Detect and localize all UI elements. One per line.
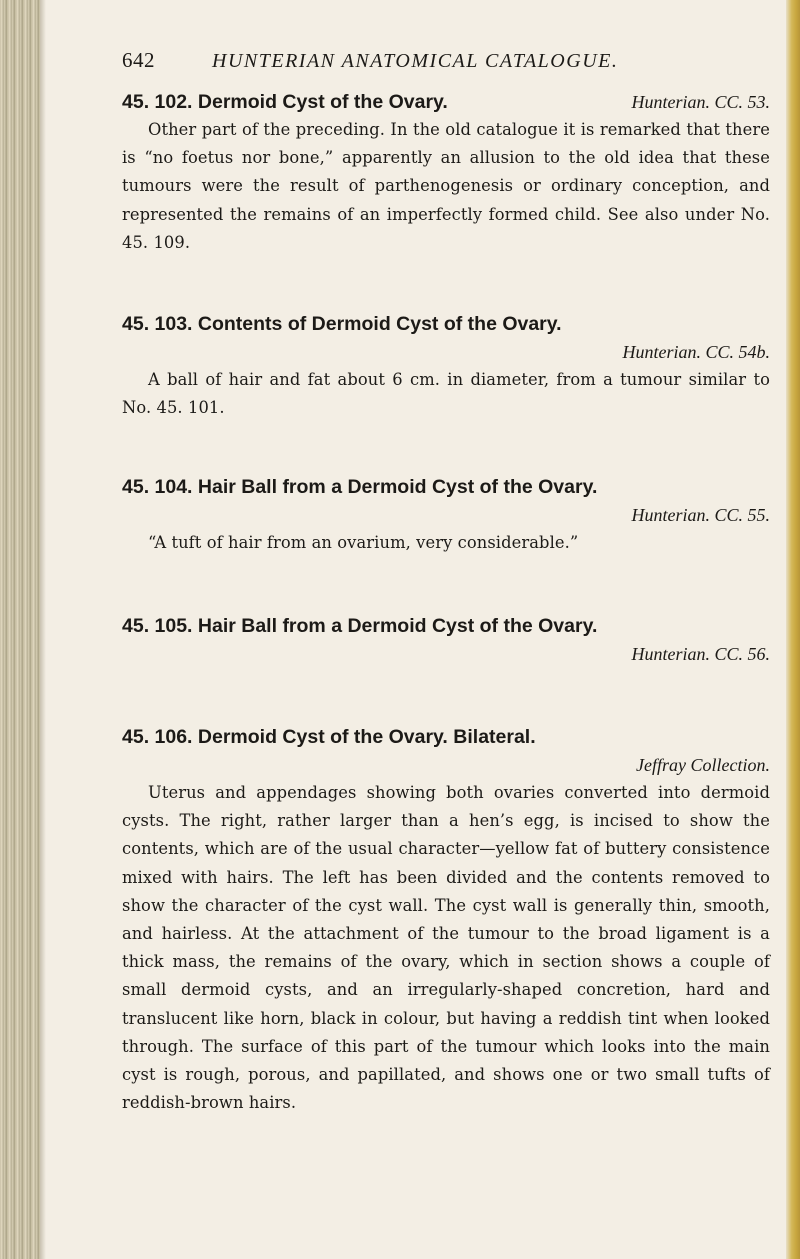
entry-number: 45. 105.: [122, 615, 193, 637]
entry-title: Hair Ball from a Dermoid Cyst of the Ovary.: [197, 476, 598, 498]
running-head: [122, 48, 770, 78]
entry-source: Hunterian. CC. 54b.: [622, 342, 770, 362]
catalogue-entry: [122, 88, 770, 257]
running-title: HUNTERIAN ANATOMICAL CATALOGUE.: [212, 50, 619, 72]
page-number: 642: [122, 48, 155, 72]
book-binding-edge: [0, 0, 40, 1259]
entry-title: Contents of Dermoid Cyst of the Ovary.: [197, 313, 562, 335]
page-gilt-edge: [786, 0, 800, 1259]
entry-heading: [122, 612, 770, 640]
entry-description: Uterus and appendages showing both ovaries converted into dermoid cysts. The right, rather larger than a hen’s egg, is incised to show the contents, which are of the usual character—yellow fat of buttery consistence mixed with hairs. The left has been divided and the contents removed to show the character of the cyst wall. The cyst wall is generally thin, smooth, and hairless. At the attachment of the tumour to the broad ligament is a thick mass, the remains of the ovary, which in section shows a couple of small dermoid cysts, and an irregularly-shaped concretion, hard and translucent like horn, black in colour, but having a reddish tint when looked through. The surface of this part of the tumour which looks into the main cyst is rough, porous, and papillated, and shows one or two small tufts of reddish-brown hairs.: [122, 783, 770, 1113]
entry-heading: [122, 723, 770, 751]
entry-heading: [122, 473, 770, 501]
entry-description: Other part of the preceding. In the old catalogue it is remarked that there is “no foetus nor bone,” apparently an allusion to the old idea that these tumours were the result of parthenogenesis or ordinary conception, and represented the remains of an imperfectly formed child. See also under No. 45. 109.: [122, 120, 770, 252]
catalogue-entry: [122, 723, 770, 1117]
entry-source: Jeffray Collection.: [636, 755, 770, 775]
entry-heading: [122, 310, 770, 338]
catalogue-entry: [122, 310, 770, 422]
entry-description: A ball of hair and fat about 6 cm. in diameter, from a tumour similar to No. 45. 101.: [122, 370, 770, 418]
entry-title: Dermoid Cyst of the Ovary.: [197, 91, 448, 113]
catalogue-entry: [122, 612, 770, 668]
catalogue-entry: [122, 473, 770, 557]
entry-heading: [122, 88, 770, 116]
entry-number: 45. 106.: [122, 726, 193, 748]
entry-number: 45. 102.: [122, 91, 193, 113]
entry-source: Hunterian. CC. 55.: [631, 505, 770, 525]
entry-source: Hunterian. CC. 56.: [631, 644, 770, 664]
entry-number: 45. 103.: [122, 313, 193, 335]
catalogue-page: [122, 48, 770, 1113]
entry-description: “A tuft of hair from an ovarium, very considerable.”: [148, 533, 579, 552]
entry-title: Dermoid Cyst of the Ovary. Bilateral.: [197, 726, 536, 748]
entry-source: Hunterian. CC. 53.: [631, 92, 770, 112]
entry-title: Hair Ball from a Dermoid Cyst of the Ovary.: [197, 615, 598, 637]
entry-number: 45. 104.: [122, 476, 193, 498]
